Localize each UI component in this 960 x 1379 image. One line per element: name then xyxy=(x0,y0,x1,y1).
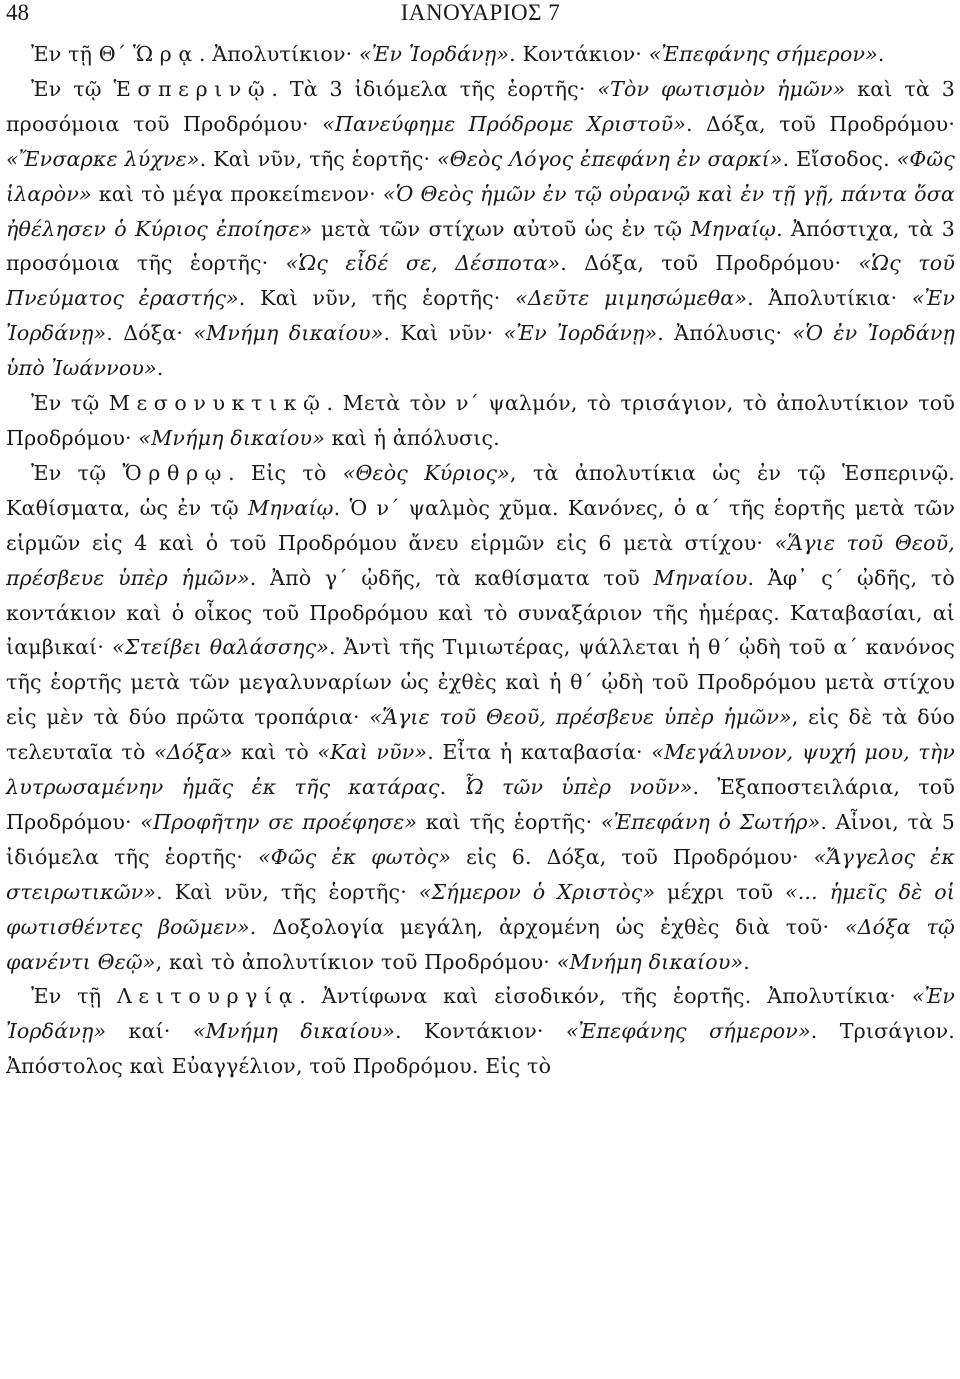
italic-text: «Ὡς τοῦ Πνεύματος ἐραστής» xyxy=(6,251,955,311)
section-heading-word: Λειτουργίᾳ xyxy=(116,984,300,1009)
italic-text: «Σήμερον ὁ Χριστὸς» xyxy=(418,879,656,904)
italic-text: «Ἐν Ἰορδάνῃ» xyxy=(6,984,955,1044)
text-run: . Ἀφ᾽ ς΄ ᾠδῆς, τὸ κοντάκιον καὶ ὁ οἶκος τοῦ Προδρόμου καὶ τὸ συναξάριον τῆς ἡμέρας. Καταβασίαι, αἱ ἰαμβικαί· xyxy=(6,565,955,660)
text-run: Ἐν τῷ xyxy=(31,391,109,416)
paragraph xyxy=(6,386,955,456)
text-run: . Εἶτα ἡ καταβασία· xyxy=(427,740,652,765)
italic-text: «Τὸν φωτισμὸν ἡμῶν» xyxy=(597,76,846,101)
italic-text: «Προφῆτην σε προέφησε» xyxy=(140,809,418,834)
text-run: . Ἀπολυτίκιον· xyxy=(198,42,360,66)
text-run: καὶ τῆς ἑορτῆς· xyxy=(417,809,601,834)
italic-text: «Ἐπεφάνης σήμερον» xyxy=(565,1019,811,1044)
text-run: . Δόξα· xyxy=(106,321,194,346)
text-run: . Εἴσοδος. xyxy=(782,146,897,171)
italic-text: «Θεὸς Κύριος» xyxy=(342,460,510,485)
text-run: Ἐν τῷ xyxy=(31,460,123,485)
italic-text: «Ὡς εἶδέ σε, Δέσποτα» xyxy=(285,251,561,276)
italic-text: «Πανεύφημε Πρόδρομε Χριστοῦ» xyxy=(322,111,687,136)
italic-text: «Μνήμη δικαίου» xyxy=(138,425,325,450)
text-run: . xyxy=(743,949,750,974)
running-header xyxy=(6,0,955,34)
text-run: καὶ τὸ μέγα προκείmενον· xyxy=(91,181,383,206)
text-run: μετὰ τῶν στίχων αὐτοῦ ὡς ἐν τῷ xyxy=(312,216,691,241)
paragraph xyxy=(6,979,955,1084)
italic-text: «Ἐπεφάνης σήμερον» xyxy=(648,42,878,66)
paragraph xyxy=(6,456,955,980)
italic-text: «Ὁ ἐν Ἰορδάνῃ ὑπὸ Ἰωάννου» xyxy=(6,321,956,381)
text-run: . Ἀπόλυσις· xyxy=(657,321,793,346)
italic-text: «Ἐν Ἰορδάνῃ» xyxy=(6,286,955,346)
italic-text: «Ἔνσαρκε λύχνε» xyxy=(6,146,200,171)
italic-text: «Ἐν Ἰορδάνῃ» xyxy=(359,42,510,66)
text-run: . Τρισάγιον. Ἀπόστολος καὶ Εὐαγγέλιον, τοῦ Προδρόμου. Εἰς τὸ xyxy=(6,1019,955,1079)
text-run: . xyxy=(156,356,164,381)
text-run: . Καὶ νῦν, τῆς ἑορτῆς· xyxy=(199,146,438,171)
text-run: . Δόξα, τοῦ Προδρόμου· xyxy=(686,111,956,136)
text-run: . Καὶ νῦν, τῆς ἑορτῆς· xyxy=(156,879,419,904)
text-run: καὶ τὸ xyxy=(232,740,318,765)
text-run: . Ἀπόστιχα, τὰ 3 προσόμοια τῆς ἑορτῆς· xyxy=(6,216,955,276)
text-run: καὶ τὰ 3 προσόμοια τοῦ Προδρόμου· xyxy=(6,76,955,136)
text-run: , τὰ ἀπολυτίκια ὡς ἐν τῷ Ἑσπερινῷ. Καθίσματα, ὡς ἐν τῷ xyxy=(6,460,955,520)
section-heading-word: Ὄρθρῳ xyxy=(122,460,229,485)
running-title: ΙΑΝΟΥΑΡΙΟΣ 7 xyxy=(400,0,561,25)
text-run: . Δοξολογία μεγάλη, ἀρχομένη ὡς ἐχθὲς διὰ τοῦ· xyxy=(249,914,845,939)
text-run: Ἐν τῇ Θ΄ xyxy=(31,42,133,66)
section-heading-word: Ἑσπερινῷ xyxy=(113,76,272,101)
italic-text: «Μνήμη δικαίου» xyxy=(193,321,384,346)
italic-text: «Μεγάλυνον, ψυχή μου, τὴν λυτρωσαμένην ἡμᾶς ἐκ τῆς κατάρας. Ὦ τῶν ὑπὲρ νοῦν» xyxy=(6,740,956,800)
text-run: . xyxy=(877,42,885,66)
text-run: . Τὰ 3 ἰδιόμελα τῆς ἑορτῆς· xyxy=(271,76,598,101)
italic-text: «Φῶς ἱλαρὸν» xyxy=(6,146,955,206)
italic-text: «... ἡμεῖς δὲ οἱ φωτισθέντες βοῶμεν» xyxy=(6,879,955,939)
text-run: , καὶ τὸ ἀπολυτίκιον τοῦ Προδρόμου· xyxy=(155,949,557,974)
text-run: . Καὶ νῦν, τῆς ἑορτῆς· xyxy=(238,286,516,311)
text-run: καὶ ἡ ἀπόλυσις. xyxy=(324,425,500,450)
text-run: . Ἀπολυτίκια· xyxy=(747,286,912,311)
text-run: . Ὁ ν΄ ψαλμὸς χῦμα. Κανόνες, ὁ α΄ τῆς ἑορτῆς μετὰ τῶν εἱρμῶν εἰς 4 καὶ ὁ τοῦ Προδρόμου ἄνευ εἱρμῶν εἰς 6 μετὰ στίχου· xyxy=(6,495,955,555)
text-run: Ἐν τῇ xyxy=(31,984,117,1009)
section-heading-word: Ὥρᾳ xyxy=(133,42,199,66)
italic-text: «Ὁ Θεὸς ἡμῶν ἐν τῷ οὐρανῷ καὶ ἐν τῇ γῇ, πάντα ὅσα ἠθέλησεν ὁ Κύριος ἐποίησε» xyxy=(6,181,955,241)
text-run: . Ἀντὶ τῆς Τιμιωτέρας, ψάλλεται ἡ θ΄ ᾠδὴ τοῦ α΄ κανόνος τῆς ἑορτῆς μετὰ τῶν μεγαλυναρίων ὡς ἐχθὲς καὶ ἡ θ΄ ᾠδὴ τοῦ Προδρόμου μετὰ στίχου εἰς μὲν τὰ δύο πρῶτα τροπάρια· xyxy=(6,635,956,730)
italic-text: «Φῶς ἐκ φωτὸς» xyxy=(258,844,452,869)
text-run: καί· xyxy=(106,1019,193,1044)
italic-text: Μηναίου xyxy=(653,565,748,590)
section-heading-word: Μεσονυκτικῷ xyxy=(108,391,327,416)
italic-text: Μηναίῳ xyxy=(690,216,777,241)
paragraph xyxy=(6,37,955,72)
text-run: μέχρι τοῦ xyxy=(655,879,785,904)
text-run: . Αἶνοι, τὰ 5 ἰδιόμελα τῆς ἑορτῆς· xyxy=(6,809,955,869)
page-number: 48 xyxy=(6,0,29,25)
text-run: . Ἐξαποστειλάρια, τοῦ Προδρόμου· xyxy=(6,775,956,834)
italic-text: «Ἅγιε τοῦ Θεοῦ, πρέσβευε ὑπὲρ ἡμῶν» xyxy=(369,705,792,730)
italic-text: «Δόξα» xyxy=(153,740,233,765)
italic-text: Μηναίῳ xyxy=(248,495,334,520)
text-run: . Μετὰ τὸν ν΄ ψαλμόν, τὸ τρισάγιον, τὸ ἀπολυτίκιον τοῦ Προδρόμου· xyxy=(6,391,955,450)
body-text xyxy=(6,37,955,1084)
paragraph xyxy=(6,72,955,386)
text-run: εἰς 6. Δόξα, τοῦ Προδρόμου· xyxy=(451,844,814,869)
italic-text: «Θεὸς Λόγος ἐπεφάνη ἐν σαρκί» xyxy=(437,146,783,171)
italic-text: «Μνήμη δικαίου» xyxy=(556,949,744,974)
italic-text: «Καὶ νῦν» xyxy=(317,740,428,765)
italic-text: «Μνήμη δικαίου» xyxy=(192,1019,396,1044)
italic-text: «Ἄγγελος ἐκ στειρωτικῶν» xyxy=(6,844,955,904)
italic-text: «Στείβει θαλάσσης» xyxy=(112,635,330,660)
italic-text: «Δόξα τῷ φανέντι Θεῷ» xyxy=(6,914,955,974)
text-run: . Ἀντίφωνα καὶ εἰσοδικόν, τῆς ἑορτῆς. Ἀπολυτίκια· xyxy=(299,984,912,1009)
text-run: , εἰς δὲ τὰ δύο τελευταῖα τὸ xyxy=(6,705,956,765)
italic-text: «Δεῦτε μιμησώμεθα» xyxy=(515,286,748,311)
text-run: Ἐν τῷ xyxy=(31,76,114,101)
text-run: . Ἀπὸ γ΄ ᾠδῆς, τὰ καθίσματα τοῦ xyxy=(249,565,654,590)
text-run: . Κοντάκιον· xyxy=(509,42,649,66)
italic-text: «Ἅγιε τοῦ Θεοῦ, πρέσβευε ὑπὲρ ἡμῶν» xyxy=(6,530,955,590)
text-run: . Εἰς τὸ xyxy=(228,460,343,485)
text-run: . Καὶ νῦν· xyxy=(383,321,504,346)
italic-text: «Ἐπεφάνη ὁ Σωτήρ» xyxy=(600,809,821,834)
text-run: . Δόξα, τοῦ Προδρόμου· xyxy=(560,251,859,276)
italic-text: «Ἐν Ἰορδάνῃ» xyxy=(503,321,658,346)
text-run: . Κοντάκιον· xyxy=(395,1019,566,1044)
